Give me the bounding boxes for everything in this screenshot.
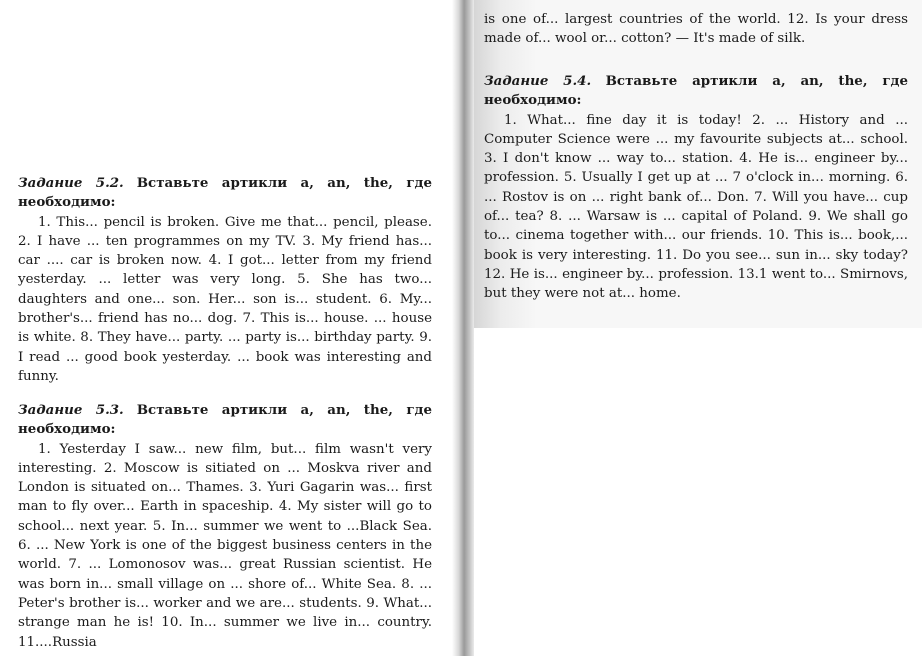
exercise-5-4	[484, 72, 908, 304]
exercise-text: 1. Yesterday I saw... new film, but... film wasn't very interesting. 2. Moscow is sitiated on ... Moskva river and London is situated on... Thames. 3. Yuri Gagarin was... first man to fly over... Earth in spaceship. 4. My sister will go to school... next year. 5. In... summer we went to ...Black Sea. 6. ... New York is one of the biggest business centers in the world. 7. ... Lomonosov was... great Russian scientist. He was born in... small village on ... shore of... White Sea. 8. ... Peter's brother is... worker and we are... students. 9. What... strange man he is! 10. In... summer we live in... country. 11....Russia	[18, 441, 432, 650]
book-gutter	[452, 0, 474, 656]
exercise-label: Задание 5.4.	[484, 73, 592, 89]
left-page	[0, 0, 452, 656]
exercise-text: is one of... largest countries of the world. 12. Is your dress made of... wool or... cotton? — It's made of silk.	[484, 12, 908, 47]
right-page	[474, 0, 922, 656]
exercise-label: Задание 5.3.	[18, 402, 124, 418]
exercise-heading	[18, 401, 432, 440]
exercise-instruction: Вставьте артикли a, an, the, где необходимо:	[484, 73, 908, 109]
exercise-5-3	[18, 401, 432, 652]
exercise-heading	[18, 174, 432, 213]
exercise-text: 1. This... pencil is broken. Give me that... pencil, please. 2. I have ... ten programmes on my TV. 3. My friend has... car .... car is broken now. 4. I got... letter from my friend yesterday. ... letter was very long. 5. She has two... daughters and one... son. Her... son is... student. 6. My... brother's... friend has no... dog. 7. This is... house. ... house is white. 8. They have... party. ... party is... birthday party. 9. I read ... good book yesterday. ... book was interesting and funny.	[18, 214, 432, 384]
exercise-label: Задание 5.2.	[18, 175, 124, 191]
exercise-instruction: Вставьте артикли a, an, the, где необходимо:	[18, 402, 432, 438]
exercise-5-3-continuation	[484, 10, 908, 49]
exercise-heading	[484, 72, 908, 111]
exercise-5-2	[18, 174, 432, 386]
exercise-instruction: Вставьте артикли a, an, the, где необходимо:	[18, 175, 432, 211]
exercise-text: 1. What... fine day it is today! 2. ... History and ... Computer Science were ... my favourite subjects at... school. 3. I don't know ... way to... station. 4. He is... engineer by... profession. 5. Usually I get up at ... 7 o'clock in... morning. 6. ... Rostov is on ... right bank of... Don. 7. Will you have... cup of... tea? 8. ... Warsaw is ... capital of Poland. 9. We shall go to... cinema together with... our friends. 10. This is... book,... book is very interesting. 11. Do you see... sun in... sky today? 12. He is... engineer by... profession. 13.1 went to... Smirnovs, but they were not at... home.	[484, 112, 908, 302]
